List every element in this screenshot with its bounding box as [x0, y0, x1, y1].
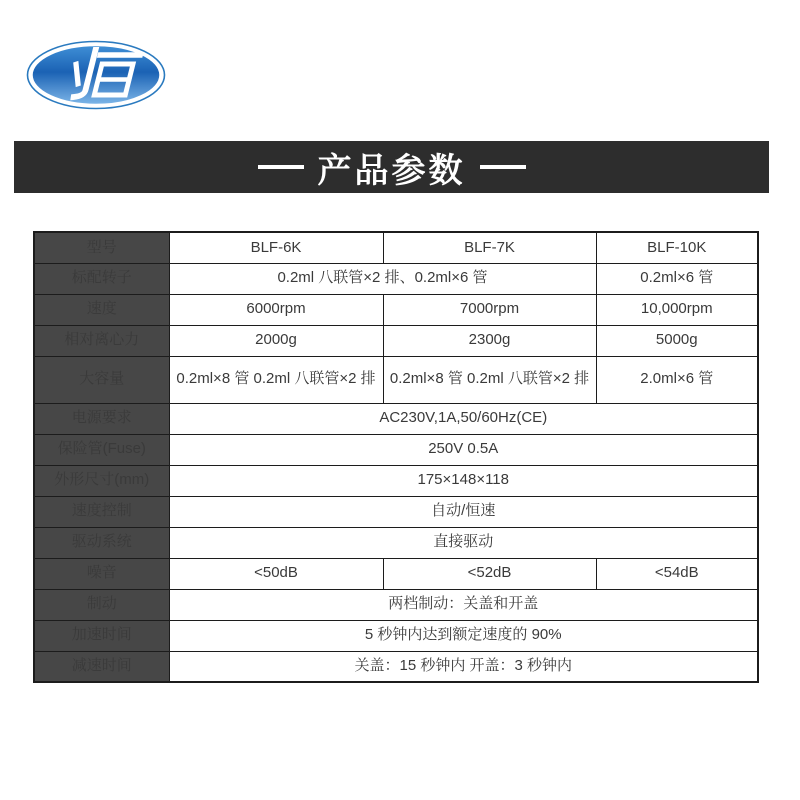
cell-model-1: BLF-6K	[169, 232, 383, 263]
cell-noise-2: <52dB	[383, 558, 596, 589]
cell-rcf-2: 2300g	[383, 325, 596, 356]
spec-table	[33, 231, 757, 683]
cell-drive: 直接驱动	[169, 527, 758, 558]
row-label: 保险管(Fuse)	[34, 434, 169, 465]
row-label: 减速时间	[34, 651, 169, 682]
row-label: 速度控制	[34, 496, 169, 527]
table-row-drive	[34, 527, 758, 558]
cell-brake: 两档制动：关盖和开盖	[169, 589, 758, 620]
row-label: 标配转子	[34, 263, 169, 294]
cell-noise-1: <50dB	[169, 558, 383, 589]
cell-capacity-2: 0.2ml×8 管 0.2ml 八联管×2 排	[383, 356, 596, 403]
table-row-noise	[34, 558, 758, 589]
cell-model-2: BLF-7K	[383, 232, 596, 263]
cell-rcf-3: 5000g	[596, 325, 758, 356]
cell-rotor-3: 0.2ml×6 管	[596, 263, 758, 294]
row-label: 型号	[34, 232, 169, 263]
cell-model-3: BLF-10K	[596, 232, 758, 263]
title-right-dash	[480, 165, 526, 169]
table-row-speed	[34, 294, 758, 325]
cell-capacity-1: 0.2ml×8 管 0.2ml 八联管×2 排	[169, 356, 383, 403]
table-row-speed-control	[34, 496, 758, 527]
row-label: 速度	[34, 294, 169, 325]
row-label: 噪音	[34, 558, 169, 589]
table-row-brake	[34, 589, 758, 620]
row-label: 加速时间	[34, 620, 169, 651]
cell-speed-1: 6000rpm	[169, 294, 383, 325]
table-row-standard-rotor	[34, 263, 758, 294]
row-label: 电源要求	[34, 403, 169, 434]
cell-accel-time: 5 秒钟内达到额定速度的 90%	[169, 620, 758, 651]
table-row-accel-time	[34, 620, 758, 651]
cell-rotor-12: 0.2ml 八联管×2 排、0.2ml×6 管	[169, 263, 596, 294]
title-left-dash	[258, 165, 304, 169]
table-row-model	[34, 232, 758, 263]
cell-power: AC230V,1A,50/60Hz(CE)	[169, 403, 758, 434]
row-label: 大容量	[34, 356, 169, 403]
table-row-rcf	[34, 325, 758, 356]
table-row-decel-time	[34, 651, 758, 682]
table-row-dimensions	[34, 465, 758, 496]
table-row-capacity	[34, 356, 758, 403]
brand-logo	[26, 40, 166, 110]
cell-speed-2: 7000rpm	[383, 294, 596, 325]
cell-noise-3: <54dB	[596, 558, 758, 589]
section-banner	[14, 141, 769, 193]
heng-logo-icon	[26, 40, 166, 110]
cell-fuse: 250V 0.5A	[169, 434, 758, 465]
row-label: 相对离心力	[34, 325, 169, 356]
cell-speed-3: 10,000rpm	[596, 294, 758, 325]
row-label: 外形尺寸(mm)	[34, 465, 169, 496]
cell-decel-time: 关盖：15 秒钟内 开盖：3 秒钟内	[169, 651, 758, 682]
cell-speed-control: 自动/恒速	[169, 496, 758, 527]
row-label: 驱动系统	[34, 527, 169, 558]
table-row-power	[34, 403, 758, 434]
cell-rcf-1: 2000g	[169, 325, 383, 356]
cell-dimensions: 175×148×118	[169, 465, 758, 496]
cell-capacity-3: 2.0ml×6 管	[596, 356, 758, 403]
section-title: 产品参数	[317, 151, 466, 190]
row-label: 制动	[34, 589, 169, 620]
table-row-fuse	[34, 434, 758, 465]
